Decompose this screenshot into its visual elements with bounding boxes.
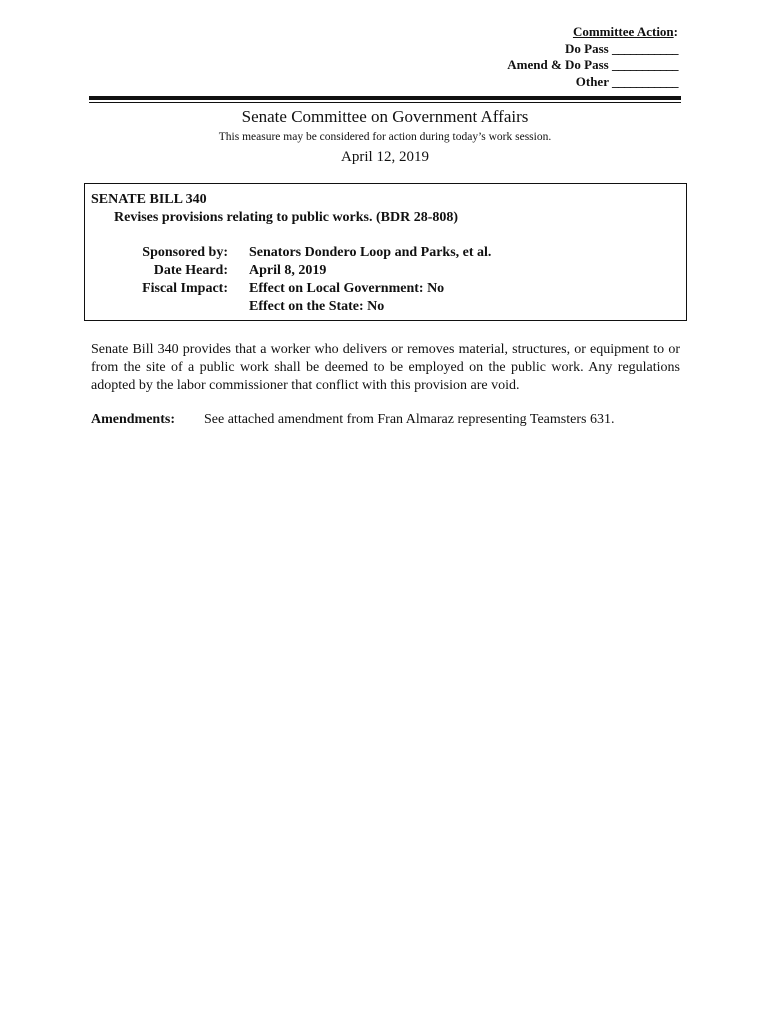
do-pass-label: Do Pass [565, 40, 609, 56]
sponsored-by-label: Sponsored by: [142, 245, 228, 260]
fiscal-impact-label: Fiscal Impact: [142, 281, 228, 296]
bill-info-labels [113, 244, 228, 298]
work-session-note: This measure may be considered for action during today’s work session. [218, 131, 552, 143]
do-pass-line [507, 41, 678, 58]
other-label: Other [575, 73, 609, 89]
amend-do-pass-label: Amend & Do Pass [507, 57, 609, 72]
sponsored-by-value: Senators Dondero Loop and Parks, et al. [249, 245, 492, 260]
header-rule-thick [89, 96, 681, 100]
amendments-line [91, 411, 614, 429]
bill-number: SENATE BILL 340 [91, 192, 207, 207]
committee-action-block [507, 24, 678, 90]
bill-summary: Revises provisions relating to public works. (BDR 28-808) [114, 210, 459, 225]
amend-do-pass-blank: ___________ [612, 57, 678, 72]
fiscal-local-value: Effect on Local Government: No [249, 281, 445, 296]
do-pass-blank: ___________ [612, 40, 678, 56]
date-heard-label: Date Heard: [153, 263, 228, 278]
hearing-date: April 12, 2019 [341, 149, 429, 165]
amendments-text: See attached amendment from Fran Almaraz representing Teamsters 631. [204, 412, 615, 427]
bill-info-values [249, 244, 491, 316]
committee-action-colon: : [673, 24, 678, 39]
fiscal-state-value: Effect on the State: No [249, 299, 385, 314]
other-blank: ___________ [612, 73, 678, 89]
bill-summary-box [84, 183, 687, 321]
date-heard-value: April 8, 2019 [249, 263, 327, 278]
committee-action-heading-line [507, 24, 678, 41]
bill-digest: Senate Bill 340 provides that a worker who delivers or removes material, structures, or equipment to or from the site of a public work shall be deemed to be employed on the public work. Any regulations adopted by the labor commissioner that conflict with this provision are void. [91, 342, 680, 393]
other-line [507, 74, 678, 91]
amend-do-pass-line [507, 57, 678, 74]
committee-action-heading: Committee Action [572, 24, 674, 39]
amendments-label: Amendments: [91, 412, 175, 427]
committee-title: Senate Committee on Government Affairs [241, 107, 529, 126]
header-rule-thin [89, 102, 681, 103]
